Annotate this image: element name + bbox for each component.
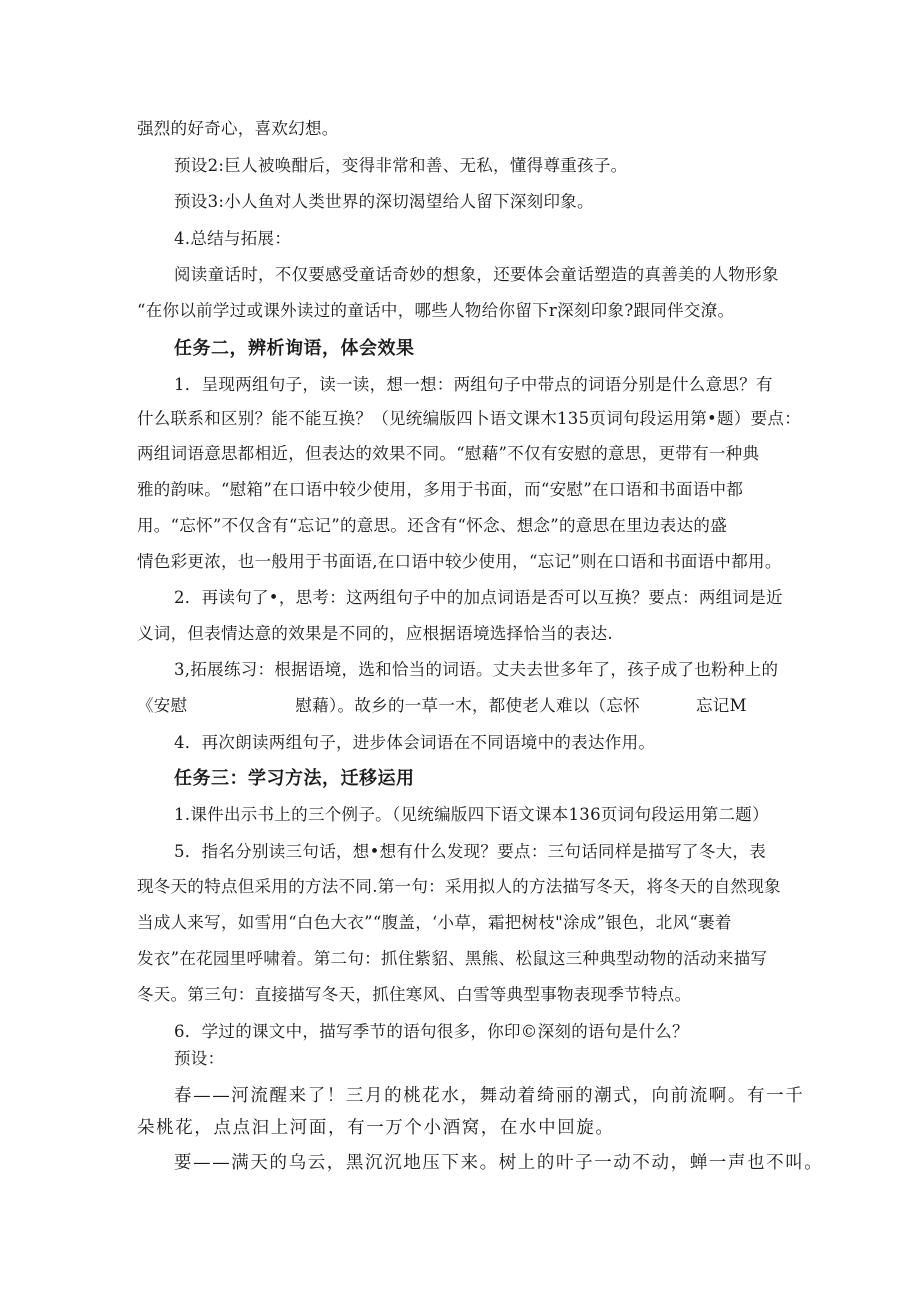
text-line: 现冬天的特点但采用的方法不同.第一句：采用拟人的方法描写冬天，将冬天的自然现象 xyxy=(137,877,781,896)
text-line: 发衣”在花园里呼啸着。第二句：抓住紫貂、黑熊、松鼠这三种典型动物的活动来描写 xyxy=(137,949,768,968)
option-text: 慰藉）。故乡的一草一木，都使老人难以（忘怀 xyxy=(295,696,640,715)
text-line: 4．再次朗读两组句子，进步体会词语在不同语境中的表达作用。 xyxy=(174,733,656,752)
text-line: 2．再读句了•，思考：这两组句子中的加点词语是否可以互换？要点：两组词是近 xyxy=(174,588,783,607)
text-line: 3,拓展练习：根据语境，选和恰当的词语。丈夫去世多年了，孩子成了也粉种上的 xyxy=(174,660,779,679)
text-line: 6．学过的课文中，描写季节的语句很多，你印©深刻的语句是什么？ xyxy=(174,1022,689,1041)
poem-line: 春——河流醒来了！三月的桃花水，舞动着绮丽的潮式，向前流啊。有一千 xyxy=(174,1086,805,1106)
text-line: 1.课件出示书上的三个例子。（见统编版四下语文课本136页词句段运用第二题） xyxy=(174,805,769,824)
option-text: 《安慰 xyxy=(137,696,188,715)
text-line: 两组词语意思都相近，但表达的效果不同。“慰藉”不仅有安慰的意思，更带有一种典 xyxy=(137,444,760,463)
text-line: 情色彩更浓，也一般用于书面语,在口语中较少使用，“忘记”则在口语和书面语中都用。 xyxy=(137,552,782,571)
text-line: 4.总结与拓展： xyxy=(174,229,292,248)
section-heading: 任务二，辨析询语，体会效果 xyxy=(174,338,415,359)
text-line: 预设3:小人鱼对人类世界的深切渴望给人留下深刻印象。 xyxy=(174,192,594,211)
text-line: 5．指名分别读三句话，想•想有什么发现？要点：三句话同样是描写了冬大，表 xyxy=(174,842,767,861)
section-heading: 任务三：学习方法，迁移运用 xyxy=(174,768,415,789)
text-line: “在你以前学过或课外读过的童话中，哪些人物给你留下r深刻印象?跟同伴交潦。 xyxy=(137,301,735,320)
text-line: 当成人来写，如雪用“白色大衣”“腹盖，‘小草，霜把树枝"涂成”银色，北风“裹着 xyxy=(137,913,732,932)
text-line: 预设2:巨人被唤酣后，变得非常和善、无私，懂得尊重孩子。 xyxy=(174,156,628,175)
text-line: 雅的韵味。“慰箱”在口语中较少使用，多用于书面，而“安慰”在口语和书面语中都 xyxy=(137,480,744,499)
text-line: 预设： xyxy=(174,1049,225,1068)
text-line: 阅读童话时，不仅要感受童话奇妙的想象，还要体会童话塑造的真善美的人物形象 xyxy=(174,265,779,284)
text-line: 冬天。第三句：直接描写冬天，抓住寒风、白雪等典型事物表现季节特点。 xyxy=(137,985,692,1004)
poem-line: 要——满天的乌云，黑沉沉地压下来。树上的叶子一动不动，蝉一声也不叫。 xyxy=(174,1153,824,1173)
text-line: 1．呈现两组句子，读一读，想一想：两组句子中带点的词语分别是什么意思？有 xyxy=(174,375,773,394)
text-line: 强烈的好奇心，喜欢幻想。 xyxy=(137,119,339,138)
option-text: 忘记M xyxy=(695,696,747,715)
text-line: 义词，但表情达意的效果是不同的，应根据语境选择恰当的表达. xyxy=(137,624,613,643)
text-line: 用。“忘怀”不仅含有“忘记”的意思。还含有“怀念、想念”的意思在里边表达的盛 xyxy=(137,516,728,535)
text-line xyxy=(137,693,747,719)
poem-line: 朵桃花，点点汩上河面，有一万个小酒窝，在水中回旋。 xyxy=(137,1118,615,1138)
text-line: 什么联系和区别？能不能互换？（见统编版四卜语文课木135页词句段运用第•题）要点： xyxy=(137,409,802,428)
